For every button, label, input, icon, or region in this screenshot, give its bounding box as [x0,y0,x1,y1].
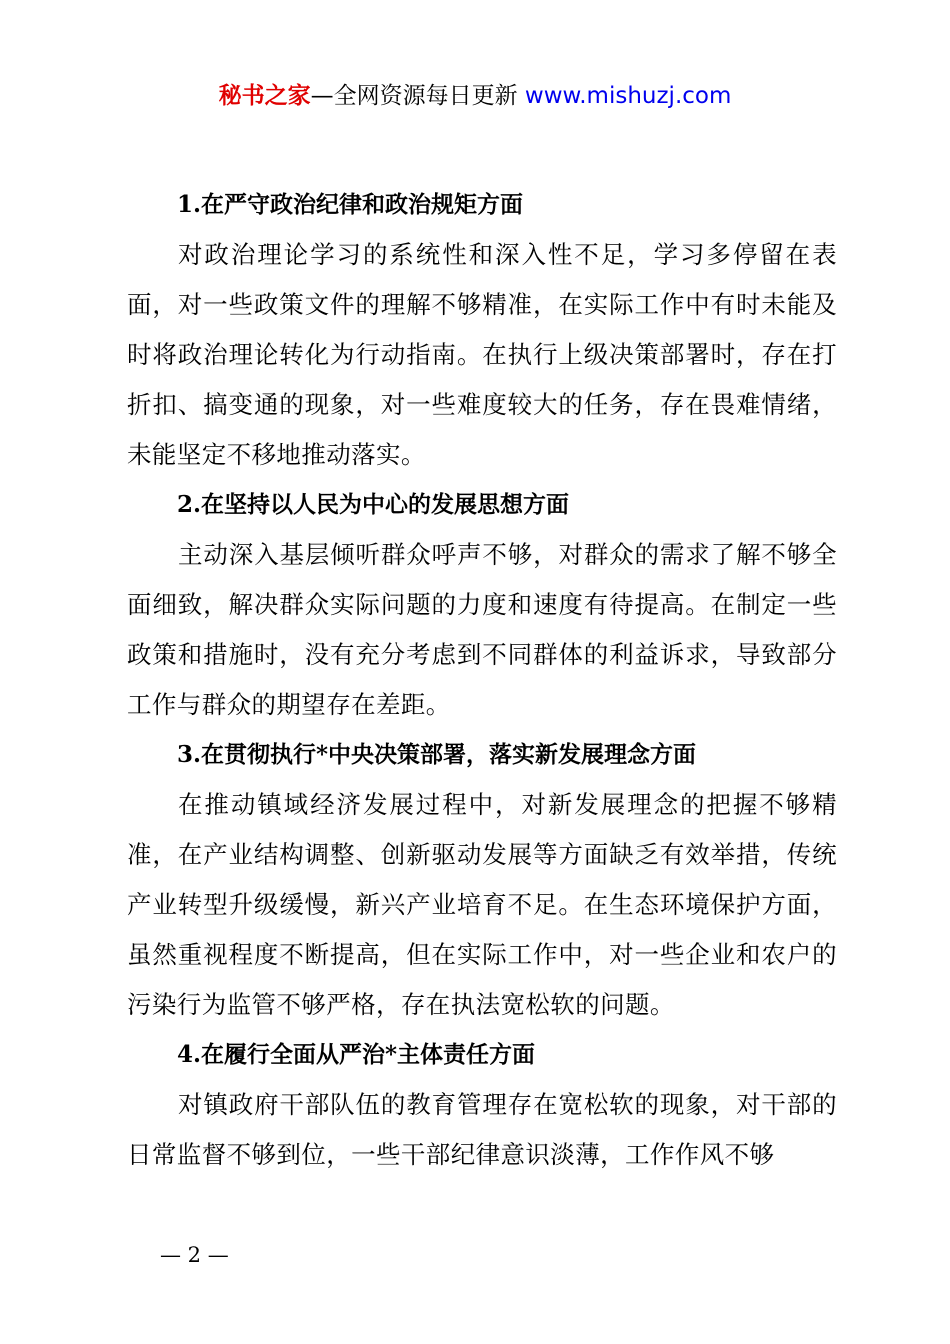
page-number: — 2 — [160,1243,229,1267]
site-tagline: —全网资源每日更新 [310,83,525,109]
site-brand: 秘书之家 [218,83,311,109]
section-heading-3: 3.在贯彻执行*中央决策部署，落实新发展理念方面 [177,741,697,768]
section-heading-2: 2.在坚持以人民为中心的发展思想方面 [177,491,570,518]
section-paragraph-2: 主动深入基层倾听群众呼声不够，对群众的需求了解不够全面细致，解决群众实际问题的力度和速度有待提高。在制定一些政策和措施时，没有充分考虑到不同群体的利益诉求，导致部分工作与群众的期望存在差距。 [127,540,837,719]
site-url-link[interactable]: www.mishuzj.com [524,83,732,109]
section-heading-4: 4.在履行全面从严治*主体责任方面 [177,1041,536,1068]
section-paragraph-3: 在推动镇域经济发展过程中，对新发展理念的把握不够精准，在产业结构调整、创新驱动发展等方面缺乏有效举措，传统产业转型升级缓慢，新兴产业培育不足。在生态环境保护方面，虽然重视程度不断提高，但在实际工作中，对一些企业和农户的污染行为监管不够严格，存在执法宽松软的问题。 [127,790,837,1019]
section-paragraph-4: 对镇政府干部队伍的教育管理存在宽松软的现象，对干部的日常监督不够到位，一些干部纪律意识淡薄，工作作风不够 [127,1090,837,1169]
document-body [127,180,837,1180]
section-heading-1: 1.在严守政治纪律和政治规矩方面 [177,191,524,218]
section-paragraph-1: 对政治理论学习的系统性和深入性不足，学习多停留在表面，对一些政策文件的理解不够精准，在实际工作中有时未能及时将政治理论转化为行动指南。在执行上级决策部署时，存在打折扣、搞变通的现象，对一些难度较大的任务，存在畏难情绪，未能坚定不移地推动落实。 [127,240,837,469]
site-header [0,80,950,112]
